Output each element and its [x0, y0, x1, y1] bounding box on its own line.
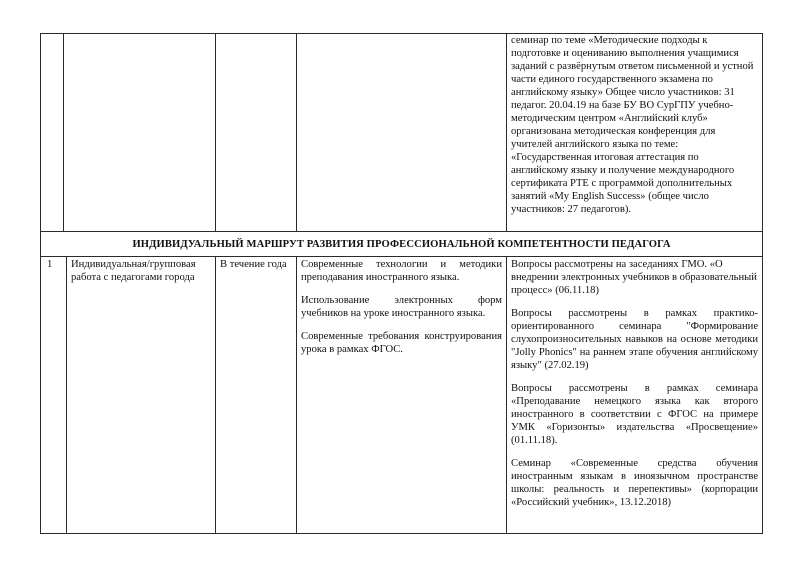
result-item: Вопросы рассмотрены в рамках практико-ориентированного семинара "Формирование слухопроизносительных навыков на основе методики "Jolly Phonics" на раннем этапе обучения английскому языку" (27.02.19)	[511, 308, 759, 371]
topics-cell	[297, 34, 507, 232]
table-row	[41, 34, 763, 232]
result-item: Вопросы рассмотрены на заседаниях ГМО. «О внедрении электронных учебников в образовательный процесс» (06.11.18)	[511, 259, 757, 296]
continuation-table	[40, 33, 763, 232]
topic-item: Использование электронных форм учебников на уроке иностранного языка.	[301, 295, 502, 319]
results-text: семинар по теме «Методические подходы к подготовке и оцениванию выполнения учащимися заданий с развёрнутым ответом письменной и устной части единого государственного экзамена по английскому языку» Общее число участников: 31 педагог. 20.04.19 на базе БУ ВО СурГПУ учебно-методическим центром «Английский клуб» организована методическая конференция для учителей английского языка по теме: «Государственная итоговая аттестация по английскому языку и получение международного сертификата PTE с программой дополнительных занятий «My English Success» (общее число участников: 27 педагогов).	[511, 35, 754, 215]
topics-cell	[297, 257, 507, 534]
section-header: ИНДИВИДУАЛЬНЫЙ МАРШРУТ РАЗВИТИЯ ПРОФЕССИОНАЛЬНОЙ КОМПЕТЕНТНОСТИ ПЕДАГОГА	[41, 232, 763, 257]
row-number: 1	[41, 257, 67, 534]
result-item: Вопросы рассмотрены в рамках семинара «Преподавание немецкого языка как второго иностранного в соответствии с ФГОС на примере УМК «Горизонты» издательства «Просвещение» (01.11.18).	[511, 383, 759, 446]
results-cell	[507, 34, 763, 232]
route-table	[40, 231, 763, 534]
results-cell	[507, 257, 763, 534]
result-item: Семинар «Современные средства обучения иностранным языкам в иноязычном пространстве школы: реальность и перепективы» (корпорации «Российский учебник», 13.12.2018)	[511, 458, 759, 508]
form-cell	[64, 34, 216, 232]
period-cell	[216, 257, 297, 534]
period-text: В течение года	[220, 259, 287, 270]
period-cell	[216, 34, 297, 232]
topic-item: Современные технологии и методики преподавания иностранного языка.	[301, 259, 502, 283]
topic-item: Современные требования конструирования урока в рамках ФГОС.	[301, 331, 502, 355]
section-header-row	[41, 232, 763, 257]
number-cell	[41, 34, 64, 232]
form-cell: Индивидуальная/групповая работа с педагогами города	[67, 257, 216, 534]
table-row	[41, 257, 763, 534]
